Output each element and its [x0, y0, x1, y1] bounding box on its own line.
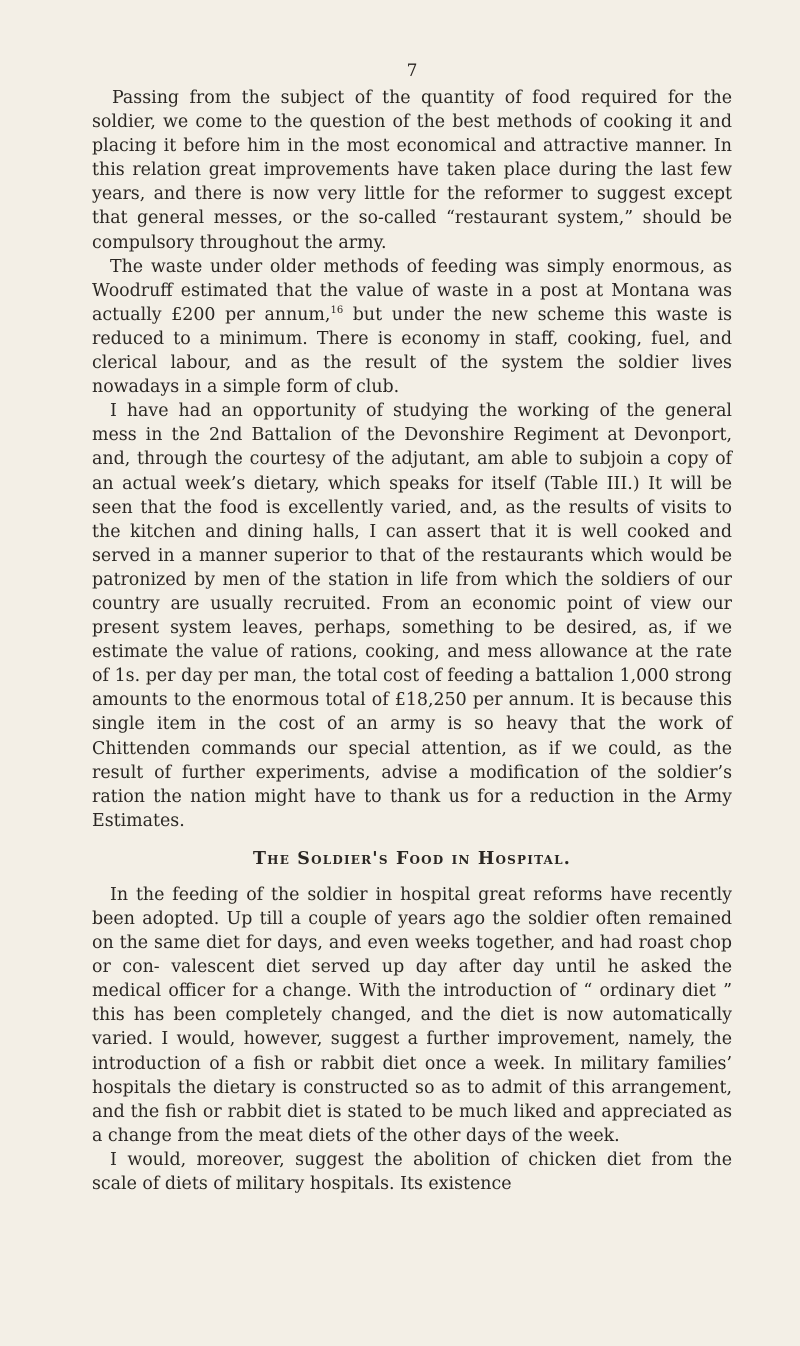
page-number: 7: [406, 61, 418, 81]
section-quantity-and-cooking: [92, 86, 732, 833]
section-heading-hospital-food: The Soldier's Food in Hospital.: [253, 848, 571, 869]
paragraph-devonshire-mess: I have had an opportunity of studying the working of the general mess in the 2nd Battalion of the Devonshire Regiment at Devonport, and, through the courtesy of the adjutant, am able to subjoin a copy of an actual week’s dietary, which speaks for itself (Table III.) It will be seen that the food is excellently varied, and, as the results of visits to the kitchen and dining halls, I can assert that it is well cooked and served in a manner superior to that of the restaurants which would be patronized by men of the station in life from which the soldiers of our country are usually recruited. From an economic point of view our present system leaves, perhaps, something to be desired, as, if we estimate the value of rations, cooking, and mess allowance at the rate of 1s. per day per man, the total cost of feeding a battalion 1,000 strong amounts to the enormous total of £18,250 per annum. It is because this single item in the cost of an army is so heavy that the work of Chittenden commands our special attention, as if we could, as the result of further experiments, advise a modification of the soldier’s ration the nation might have to thank us for a reduction in the Army Estimates.: [92, 401, 732, 831]
paragraph-restaurant-system: Passing from the subject of the quantity of food required for the soldier, we come to the question of the best methods of cooking it and placing it before him in the most economical and attractive manner. In this relation great improvements have taken place during the last few years, and there is now very little for the reformer to suggest except that general messes, or the so-called “restaurant system,” should be compulsory throughout the army.: [92, 88, 732, 253]
section-hospital-food: [92, 883, 732, 1196]
book-page: [92, 60, 732, 1196]
paragraph-hospital-reforms: In the feeding of the soldier in hospital great reforms have recently been adopted. Up till a couple of years ago the soldier often remained on the same diet for days, and even weeks together, and had roast chop or con- valescent diet served up day after day until he asked the medical officer for a change. With the introduction of “ ordinary diet ” this has been completely changed, and the diet is now automatically varied. I would, however, suggest a further improvement, namely, the introduction of a fish or rabbit diet once a week. In military families’ hospitals the dietary is constructed so as to admit of this arrangement, and the fish or rabbit diet is stated to be much liked and appreciated as a change from the meat diets of the other days of the week.: [92, 884, 732, 1146]
paragraph-waste-text-end: but under the new scheme this waste is reduced to a minimum. There is economy in staff, cooking, fuel, and clerical labour, and as the result of the system the soldier lives nowadays in a simple form of club.: [92, 304, 732, 398]
footnote-reference: 16: [330, 305, 344, 317]
paragraph-waste: [92, 255, 732, 400]
paragraph-waste-text-start: The waste under older methods of feeding was simply enormous, as Woodruff estimated that the value of waste in a post at Montana was actually £200 per annum,: [92, 256, 732, 325]
paragraph-chicken-diet: I would, moreover, suggest the abolition of chicken diet from the scale of diets of military hospitals. Its existence: [92, 1149, 732, 1195]
